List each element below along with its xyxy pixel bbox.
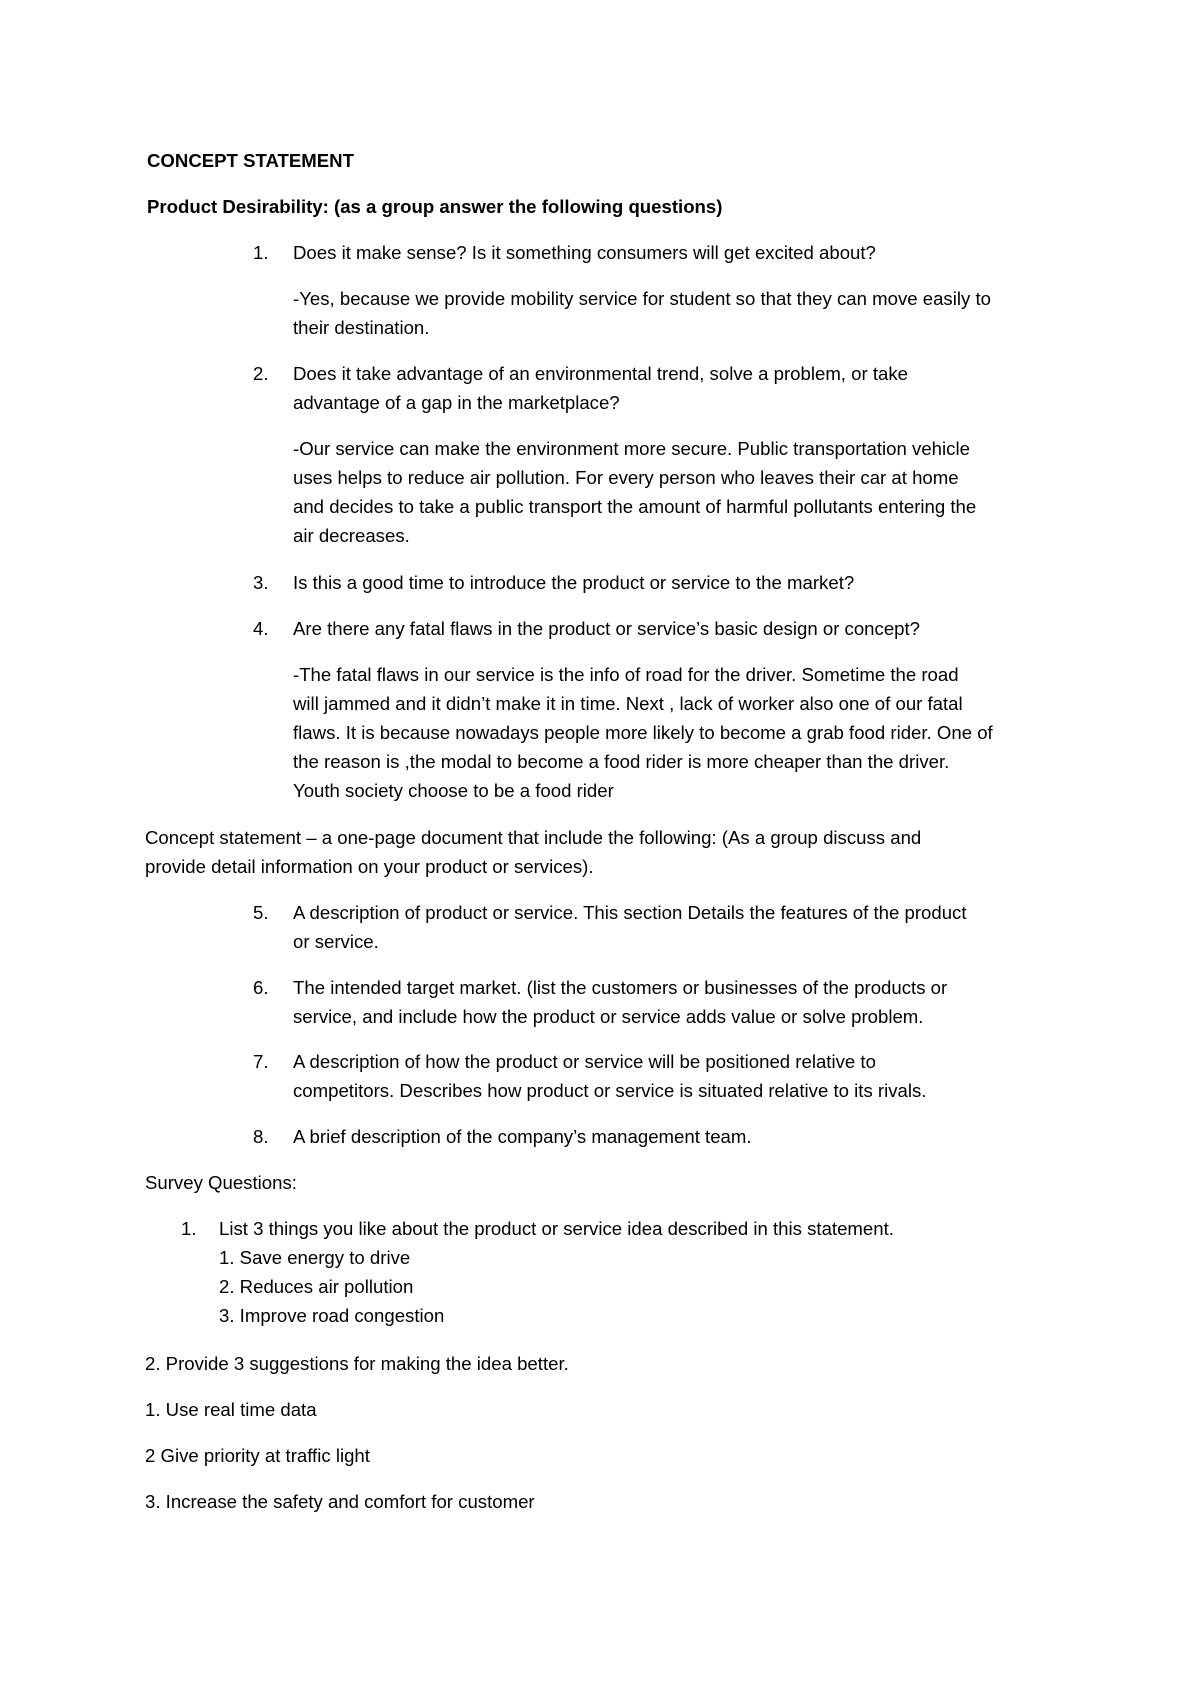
concept-item-number: 6. bbox=[253, 977, 269, 998]
survey-question-number: 1. bbox=[181, 1218, 197, 1239]
concept-item-text: A description of how the product or service will be positioned relative to competitors. Describes how product or service is situated relative to its rivals. bbox=[293, 1051, 927, 1101]
question-number: 4. bbox=[253, 618, 269, 639]
survey-heading: Survey Questions: bbox=[145, 1172, 297, 1193]
answer-text: -The fatal flaws in our service is the info of road for the driver. Sometime the road will jammed and it didn’t make it in time. Next , lack of worker also one of our fatal flaws. It is because nowadays people more likely to become a grab food rider. One of the reason is ,the modal to become a food rider is more cheaper than the driver. Youth society choose to be a food rider bbox=[293, 664, 993, 801]
survey-question-2: 2. Provide 3 suggestions for making the idea better. bbox=[145, 1353, 569, 1374]
question-text: Does it make sense? Is it something consumers will get excited about? bbox=[293, 242, 876, 263]
survey-question-text: List 3 things you like about the product or service idea described in this statement. 1. Save energy to drive 2. Reduces air pollution 3. Improve road congestion bbox=[219, 1214, 894, 1330]
answer-text: -Yes, because we provide mobility service for student so that they can move easily to their destination. bbox=[293, 288, 991, 338]
question-number: 1. bbox=[253, 242, 269, 263]
question-number: 2. bbox=[253, 363, 269, 384]
survey-answer: 2. Reduces air pollution bbox=[219, 1276, 414, 1297]
desirability-heading: Product Desirability: (as a group answer the following questions) bbox=[147, 196, 723, 217]
concept-intro: Concept statement – a one-page document that include the following: (As a group discuss and provide detail information on your product or services). bbox=[145, 827, 922, 877]
concept-item-number: 5. bbox=[253, 902, 269, 923]
page-title: CONCEPT STATEMENT bbox=[147, 150, 354, 171]
suggestion-item: 1. Use real time data bbox=[145, 1399, 317, 1420]
survey-answer: 3. Improve road congestion bbox=[219, 1305, 445, 1326]
question-text: Does it take advantage of an environmental trend, solve a problem, or take advantage of a gap in the marketplace? bbox=[293, 363, 908, 413]
concept-item-text: A brief description of the company’s management team. bbox=[293, 1126, 752, 1147]
answer-text: -Our service can make the environment more secure. Public transportation vehicle uses helps to reduce air pollution. For every person who leaves their car at home and decides to take a public transport the amount of harmful pollutants entering the air decreases. bbox=[293, 438, 977, 546]
survey-answer: 1. Save energy to drive bbox=[219, 1247, 411, 1268]
concept-item-number: 7. bbox=[253, 1051, 269, 1072]
question-number: 3. bbox=[253, 572, 269, 593]
suggestion-item: 3. Increase the safety and comfort for customer bbox=[145, 1491, 535, 1512]
suggestion-item: 2 Give priority at traffic light bbox=[145, 1445, 370, 1466]
question-text: Is this a good time to introduce the product or service to the market? bbox=[293, 572, 855, 593]
concept-item-text: The intended target market. (list the customers or businesses of the products or service, and include how the product or service adds value or solve problem. bbox=[293, 977, 948, 1027]
question-text: Are there any fatal flaws in the product or service’s basic design or concept? bbox=[293, 618, 921, 639]
concept-item-number: 8. bbox=[253, 1126, 269, 1147]
concept-item-text: A description of product or service. This section Details the features of the product or service. bbox=[293, 902, 967, 952]
